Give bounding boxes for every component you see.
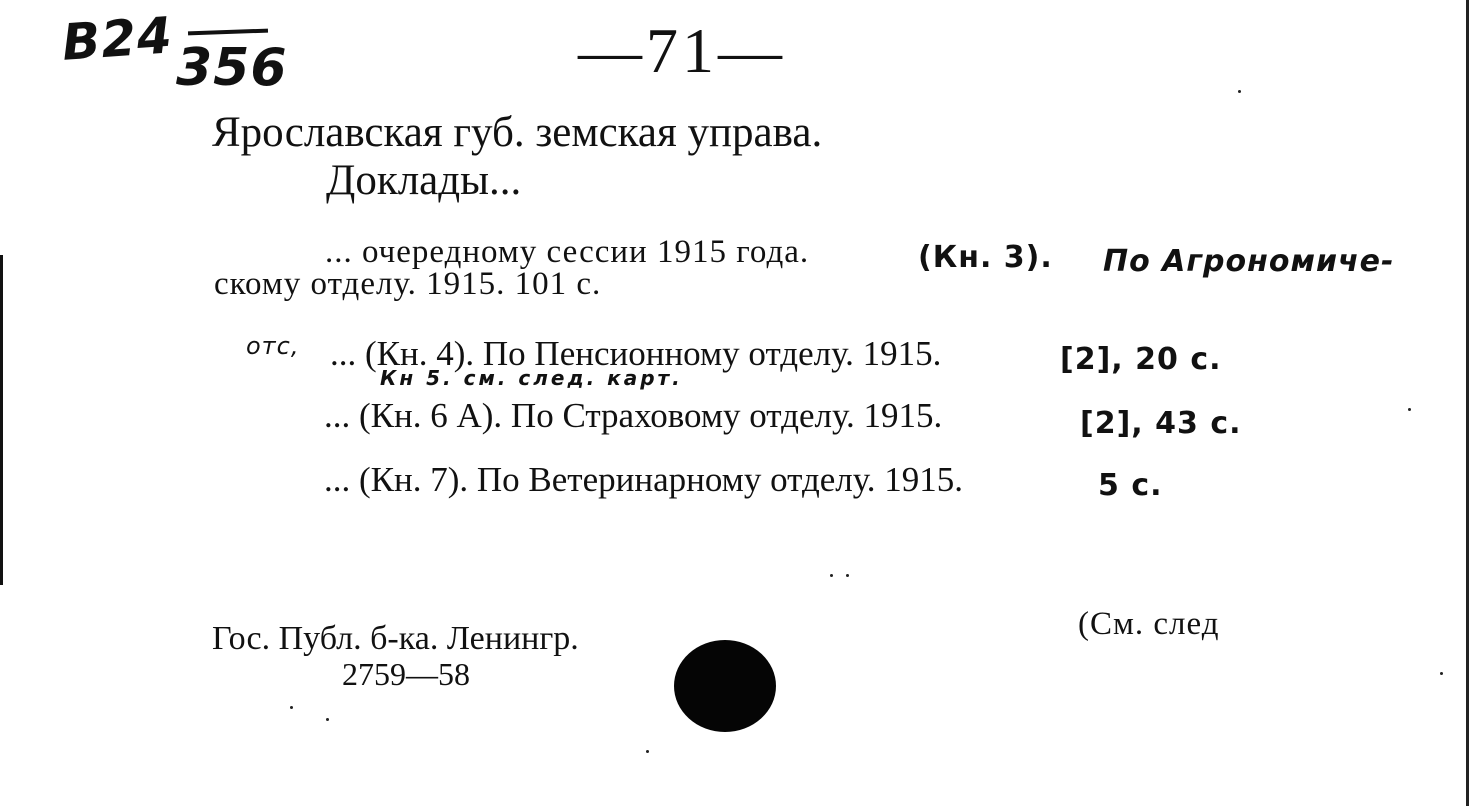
speck (1408, 408, 1411, 411)
entry-1-handwritten-note: По Агрономиче- (1103, 244, 1395, 279)
library-stamp: Гос. Публ. б-ка. Ленингр. (212, 620, 579, 657)
card-subheading: Доклады... (326, 157, 522, 204)
speck (646, 750, 649, 753)
entry-2-handwritten-note: Кн 5. см. след. карт. (380, 366, 683, 390)
continuation-note: (См. след (1078, 606, 1220, 642)
entry-2-handwritten-pages: [2], 20 с. (1060, 342, 1222, 377)
speck (326, 718, 329, 721)
catalog-code: 2759—58 (342, 656, 470, 692)
speck (830, 574, 833, 577)
page-number: —71— (578, 15, 786, 86)
shelfmark-overline (188, 29, 268, 36)
speck (1238, 90, 1241, 93)
right-edge-line (1466, 0, 1469, 806)
entry-1-line-2: скому отделу. 1915. 101 с. (214, 266, 602, 302)
entry-3-handwritten-pages: [2], 43 с. (1080, 406, 1242, 441)
speck (1440, 672, 1443, 675)
speck (846, 574, 849, 577)
speck (290, 706, 293, 709)
entry-1-line-1: ... очередному сессии 1915 года. (325, 234, 810, 270)
card-heading: Ярославская губ. земская управа. (212, 109, 823, 156)
left-edge-line (0, 255, 3, 585)
entry-4-handwritten-pages: 5 с. (1098, 468, 1163, 503)
entry-2-handwritten-prefix: отс, (246, 332, 300, 360)
entry-2-text: ... (Кн. 4). По Пенсионному отделу. 1915. (330, 334, 942, 373)
shelfmark: В24 (60, 6, 175, 72)
shelfmark-number: 356 (176, 38, 288, 98)
punch-hole (674, 640, 776, 732)
entry-1-handwritten-volume: (Кн. 3). (918, 240, 1053, 275)
entry-3-text: ... (Кн. 6 А). По Страховому отделу. 1915. (324, 396, 943, 435)
entry-4-text: ... (Кн. 7). По Ветеринарному отделу. 1915. (324, 460, 964, 499)
